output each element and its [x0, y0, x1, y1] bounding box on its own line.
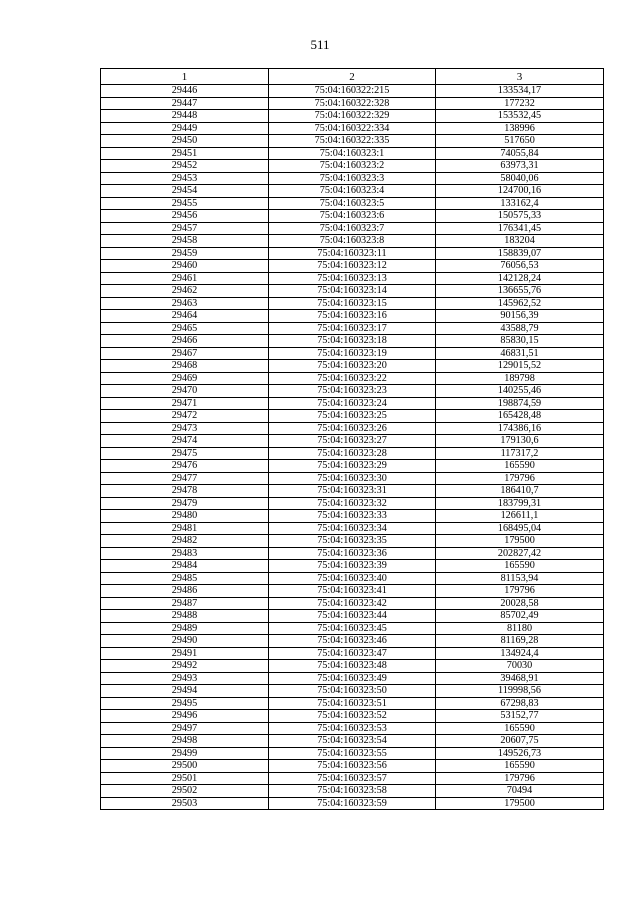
cadastral-number-cell: 75:04:160323:25 — [269, 410, 436, 423]
cadastral-number-cell: 75:04:160323:3 — [269, 172, 436, 185]
table-row — [101, 385, 604, 398]
cadastral-number-cell: 75:04:160323:17 — [269, 322, 436, 335]
value-cell: 81180 — [436, 622, 604, 635]
value-cell: 179796 — [436, 772, 604, 785]
cadastral-number-cell: 75:04:160323:15 — [269, 297, 436, 310]
table-row — [101, 310, 604, 323]
row-number-cell: 29488 — [101, 610, 269, 623]
value-cell: 179130,6 — [436, 435, 604, 448]
column-header-1: 1 — [101, 69, 269, 85]
value-cell: 70030 — [436, 660, 604, 673]
table-row — [101, 335, 604, 348]
value-cell: 179500 — [436, 535, 604, 548]
cadastral-number-cell: 75:04:160323:34 — [269, 522, 436, 535]
row-number-cell: 29499 — [101, 747, 269, 760]
value-cell: 186410,7 — [436, 485, 604, 498]
table-row — [101, 572, 604, 585]
row-number-cell: 29451 — [101, 147, 269, 160]
value-cell: 150575,33 — [436, 210, 604, 223]
value-cell: 53152,77 — [436, 710, 604, 723]
table-row — [101, 160, 604, 173]
cadastral-number-cell: 75:04:160323:48 — [269, 660, 436, 673]
value-cell: 76056,53 — [436, 260, 604, 273]
cadastral-number-cell: 75:04:160323:2 — [269, 160, 436, 173]
value-cell: 20028,58 — [436, 597, 604, 610]
table-row — [101, 697, 604, 710]
table-row — [101, 535, 604, 548]
value-cell: 134924,4 — [436, 647, 604, 660]
row-number-cell: 29468 — [101, 360, 269, 373]
row-number-cell: 29463 — [101, 297, 269, 310]
value-cell: 165590 — [436, 722, 604, 735]
row-number-cell: 29501 — [101, 772, 269, 785]
table-row — [101, 372, 604, 385]
row-number-cell: 29483 — [101, 547, 269, 560]
value-cell: 189798 — [436, 372, 604, 385]
value-cell: 136655,76 — [436, 285, 604, 298]
cadastral-number-cell: 75:04:160323:26 — [269, 422, 436, 435]
value-cell: 179500 — [436, 797, 604, 810]
cadastral-number-cell: 75:04:160323:46 — [269, 635, 436, 648]
table-row — [101, 560, 604, 573]
table-row — [101, 647, 604, 660]
column-header-3: 3 — [436, 69, 604, 85]
row-number-cell: 29476 — [101, 460, 269, 473]
table-body — [101, 85, 604, 810]
row-number-cell: 29453 — [101, 172, 269, 185]
cadastral-number-cell: 75:04:160323:47 — [269, 647, 436, 660]
row-number-cell: 29485 — [101, 572, 269, 585]
table-row — [101, 260, 604, 273]
row-number-cell: 29502 — [101, 785, 269, 798]
cadastral-number-cell: 75:04:160323:18 — [269, 335, 436, 348]
table-row — [101, 85, 604, 98]
cadastral-number-cell: 75:04:160323:59 — [269, 797, 436, 810]
value-cell: 174386,16 — [436, 422, 604, 435]
value-cell: 117317,2 — [436, 447, 604, 460]
value-cell: 74055,84 — [436, 147, 604, 160]
row-number-cell: 29471 — [101, 397, 269, 410]
cadastral-number-cell: 75:04:160323:19 — [269, 347, 436, 360]
row-number-cell: 29464 — [101, 310, 269, 323]
cadastral-number-cell: 75:04:160323:51 — [269, 697, 436, 710]
table-row — [101, 722, 604, 735]
cadastral-number-cell: 75:04:160323:29 — [269, 460, 436, 473]
cadastral-number-cell: 75:04:160323:20 — [269, 360, 436, 373]
row-number-cell: 29450 — [101, 135, 269, 148]
row-number-cell: 29489 — [101, 622, 269, 635]
row-number-cell: 29482 — [101, 535, 269, 548]
value-cell: 202827,42 — [436, 547, 604, 560]
value-cell: 124700,16 — [436, 185, 604, 198]
row-number-cell: 29461 — [101, 272, 269, 285]
cadastral-number-cell: 75:04:160323:56 — [269, 760, 436, 773]
table-row — [101, 247, 604, 260]
cadastral-number-cell: 75:04:160323:49 — [269, 672, 436, 685]
cadastral-number-cell: 75:04:160323:39 — [269, 560, 436, 573]
cadastral-value-table — [100, 68, 604, 810]
cadastral-number-cell: 75:04:160323:58 — [269, 785, 436, 798]
table-row — [101, 785, 604, 798]
value-cell: 85702,49 — [436, 610, 604, 623]
row-number-cell: 29487 — [101, 597, 269, 610]
cadastral-number-cell: 75:04:160323:50 — [269, 685, 436, 698]
row-number-cell: 29503 — [101, 797, 269, 810]
table-row — [101, 322, 604, 335]
table-row — [101, 185, 604, 198]
cadastral-number-cell: 75:04:160323:45 — [269, 622, 436, 635]
cadastral-number-cell: 75:04:160323:14 — [269, 285, 436, 298]
row-number-cell: 29473 — [101, 422, 269, 435]
value-cell: 179796 — [436, 585, 604, 598]
row-number-cell: 29454 — [101, 185, 269, 198]
row-number-cell: 29469 — [101, 372, 269, 385]
page-number: 511 — [310, 37, 330, 52]
cadastral-number-cell: 75:04:160323:54 — [269, 735, 436, 748]
table-row — [101, 635, 604, 648]
row-number-cell: 29498 — [101, 735, 269, 748]
table-row — [101, 110, 604, 123]
cadastral-number-cell: 75:04:160323:8 — [269, 235, 436, 248]
row-number-cell: 29484 — [101, 560, 269, 573]
header-row — [101, 69, 604, 85]
table-row — [101, 797, 604, 810]
table-row — [101, 610, 604, 623]
value-cell: 81153,94 — [436, 572, 604, 585]
table-row — [101, 510, 604, 523]
value-cell: 165590 — [436, 460, 604, 473]
row-number-cell: 29447 — [101, 97, 269, 110]
table-row — [101, 622, 604, 635]
cadastral-number-cell: 75:04:160323:31 — [269, 485, 436, 498]
cadastral-number-cell: 75:04:160323:5 — [269, 197, 436, 210]
cadastral-number-cell: 75:04:160323:11 — [269, 247, 436, 260]
cadastral-number-cell: 75:04:160323:44 — [269, 610, 436, 623]
table-row — [101, 485, 604, 498]
row-number-cell: 29497 — [101, 722, 269, 735]
value-cell: 165428,48 — [436, 410, 604, 423]
table-row — [101, 672, 604, 685]
table-row — [101, 422, 604, 435]
cadastral-number-cell: 75:04:160322:215 — [269, 85, 436, 98]
cadastral-number-cell: 75:04:160323:4 — [269, 185, 436, 198]
row-number-cell: 29475 — [101, 447, 269, 460]
cadastral-number-cell: 75:04:160322:328 — [269, 97, 436, 110]
value-cell: 67298,83 — [436, 697, 604, 710]
row-number-cell: 29470 — [101, 385, 269, 398]
table-row — [101, 547, 604, 560]
table-row — [101, 397, 604, 410]
row-number-cell: 29494 — [101, 685, 269, 698]
table-row — [101, 772, 604, 785]
value-cell: 165590 — [436, 760, 604, 773]
table-row — [101, 410, 604, 423]
column-header-2: 2 — [269, 69, 436, 85]
row-number-cell: 29500 — [101, 760, 269, 773]
row-number-cell: 29495 — [101, 697, 269, 710]
row-number-cell: 29492 — [101, 660, 269, 673]
row-number-cell: 29474 — [101, 435, 269, 448]
row-number-cell: 29486 — [101, 585, 269, 598]
table-row — [101, 660, 604, 673]
cadastral-number-cell: 75:04:160323:53 — [269, 722, 436, 735]
table-row — [101, 297, 604, 310]
table-row — [101, 122, 604, 135]
value-cell: 517650 — [436, 135, 604, 148]
row-number-cell: 29477 — [101, 472, 269, 485]
value-cell: 179796 — [436, 472, 604, 485]
cadastral-number-cell: 75:04:160323:28 — [269, 447, 436, 460]
value-cell: 138996 — [436, 122, 604, 135]
row-number-cell: 29478 — [101, 485, 269, 498]
row-number-cell: 29449 — [101, 122, 269, 135]
row-number-cell: 29490 — [101, 635, 269, 648]
cadastral-number-cell: 75:04:160323:6 — [269, 210, 436, 223]
table-row — [101, 147, 604, 160]
table-row — [101, 435, 604, 448]
value-cell: 198874,59 — [436, 397, 604, 410]
value-cell: 81169,28 — [436, 635, 604, 648]
cadastral-number-cell: 75:04:160323:41 — [269, 585, 436, 598]
cadastral-number-cell: 75:04:160323:40 — [269, 572, 436, 585]
cadastral-number-cell: 75:04:160323:35 — [269, 535, 436, 548]
value-cell: 129015,52 — [436, 360, 604, 373]
table-row — [101, 210, 604, 223]
value-cell: 126611,1 — [436, 510, 604, 523]
table-row — [101, 347, 604, 360]
row-number-cell: 29459 — [101, 247, 269, 260]
cadastral-number-cell: 75:04:160323:22 — [269, 372, 436, 385]
table-row — [101, 760, 604, 773]
table-row — [101, 735, 604, 748]
table-row — [101, 597, 604, 610]
cadastral-number-cell: 75:04:160323:30 — [269, 472, 436, 485]
table-header — [101, 69, 604, 85]
table-row — [101, 172, 604, 185]
value-cell: 133162,4 — [436, 197, 604, 210]
table-row — [101, 710, 604, 723]
value-cell: 39468,91 — [436, 672, 604, 685]
table-row — [101, 235, 604, 248]
table-row — [101, 197, 604, 210]
cadastral-number-cell: 75:04:160323:23 — [269, 385, 436, 398]
row-number-cell: 29467 — [101, 347, 269, 360]
row-number-cell: 29448 — [101, 110, 269, 123]
table-row — [101, 272, 604, 285]
value-cell: 85830,15 — [436, 335, 604, 348]
value-cell: 176341,45 — [436, 222, 604, 235]
row-number-cell: 29465 — [101, 322, 269, 335]
table-row — [101, 460, 604, 473]
value-cell: 149526,73 — [436, 747, 604, 760]
table-row — [101, 472, 604, 485]
row-number-cell: 29466 — [101, 335, 269, 348]
value-cell: 183204 — [436, 235, 604, 248]
row-number-cell: 29446 — [101, 85, 269, 98]
value-cell: 63973,31 — [436, 160, 604, 173]
value-cell: 165590 — [436, 560, 604, 573]
cadastral-number-cell: 75:04:160323:24 — [269, 397, 436, 410]
value-cell: 90156,39 — [436, 310, 604, 323]
row-number-cell: 29493 — [101, 672, 269, 685]
table-row — [101, 497, 604, 510]
cadastral-number-cell: 75:04:160322:329 — [269, 110, 436, 123]
value-cell: 168495,04 — [436, 522, 604, 535]
row-number-cell: 29481 — [101, 522, 269, 535]
cadastral-number-cell: 75:04:160323:32 — [269, 497, 436, 510]
table-row — [101, 222, 604, 235]
row-number-cell: 29479 — [101, 497, 269, 510]
cadastral-number-cell: 75:04:160323:36 — [269, 547, 436, 560]
cadastral-number-cell: 75:04:160322:335 — [269, 135, 436, 148]
value-cell: 183799,31 — [436, 497, 604, 510]
cadastral-number-cell: 75:04:160323:16 — [269, 310, 436, 323]
cadastral-number-cell: 75:04:160322:334 — [269, 122, 436, 135]
value-cell: 140255,46 — [436, 385, 604, 398]
row-number-cell: 29496 — [101, 710, 269, 723]
row-number-cell: 29456 — [101, 210, 269, 223]
row-number-cell: 29472 — [101, 410, 269, 423]
value-cell: 177232 — [436, 97, 604, 110]
table-row — [101, 135, 604, 148]
table-row — [101, 747, 604, 760]
value-cell: 58040,06 — [436, 172, 604, 185]
table-row — [101, 97, 604, 110]
value-cell: 20607,75 — [436, 735, 604, 748]
value-cell: 153532,45 — [436, 110, 604, 123]
cadastral-number-cell: 75:04:160323:42 — [269, 597, 436, 610]
cadastral-number-cell: 75:04:160323:52 — [269, 710, 436, 723]
table-row — [101, 685, 604, 698]
row-number-cell: 29455 — [101, 197, 269, 210]
row-number-cell: 29458 — [101, 235, 269, 248]
value-cell: 145962,52 — [436, 297, 604, 310]
value-cell: 119998,56 — [436, 685, 604, 698]
row-number-cell: 29452 — [101, 160, 269, 173]
cadastral-number-cell: 75:04:160323:1 — [269, 147, 436, 160]
cadastral-number-cell: 75:04:160323:12 — [269, 260, 436, 273]
value-cell: 133534,17 — [436, 85, 604, 98]
cadastral-number-cell: 75:04:160323:33 — [269, 510, 436, 523]
cadastral-number-cell: 75:04:160323:57 — [269, 772, 436, 785]
value-cell: 158839,07 — [436, 247, 604, 260]
table-row — [101, 447, 604, 460]
value-cell: 142128,24 — [436, 272, 604, 285]
cadastral-number-cell: 75:04:160323:13 — [269, 272, 436, 285]
row-number-cell: 29491 — [101, 647, 269, 660]
table-row — [101, 360, 604, 373]
cadastral-number-cell: 75:04:160323:7 — [269, 222, 436, 235]
row-number-cell: 29460 — [101, 260, 269, 273]
table-row — [101, 522, 604, 535]
row-number-cell: 29480 — [101, 510, 269, 523]
cadastral-number-cell: 75:04:160323:27 — [269, 435, 436, 448]
value-cell: 70494 — [436, 785, 604, 798]
cadastral-number-cell: 75:04:160323:55 — [269, 747, 436, 760]
row-number-cell: 29457 — [101, 222, 269, 235]
table-row — [101, 585, 604, 598]
table-row — [101, 285, 604, 298]
value-cell: 46831,51 — [436, 347, 604, 360]
value-cell: 43588,79 — [436, 322, 604, 335]
row-number-cell: 29462 — [101, 285, 269, 298]
